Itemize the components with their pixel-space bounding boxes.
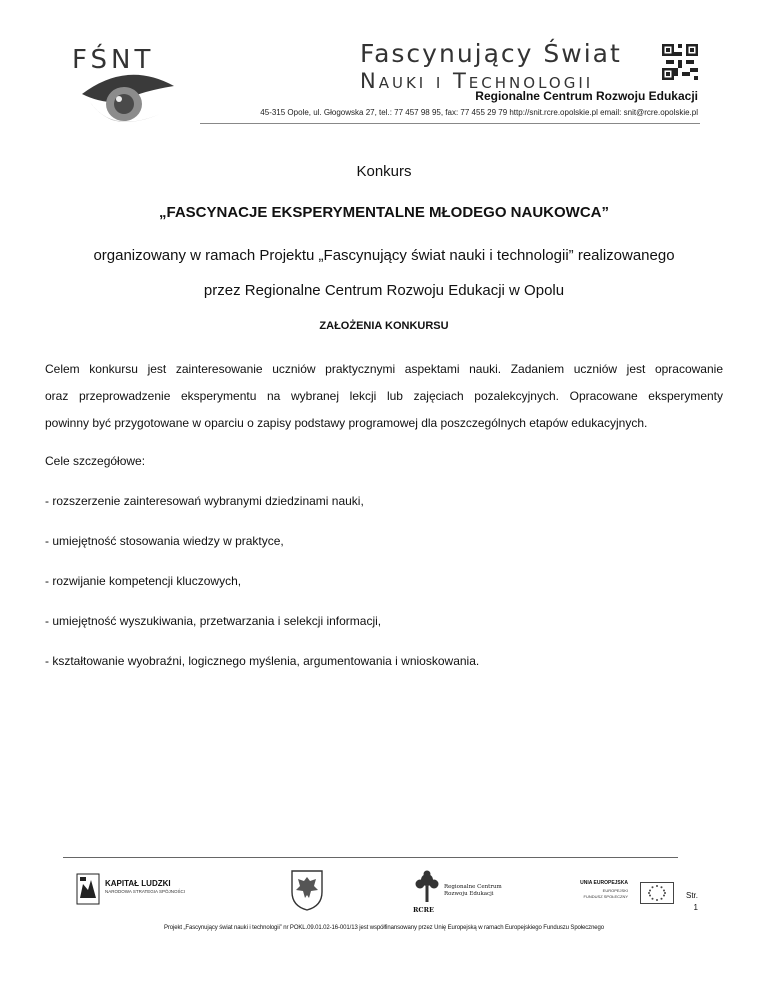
document-type: Konkurs <box>356 163 412 180</box>
goal-item: - umiejętność stosowania wiedzy w praktyce, <box>45 534 284 548</box>
organizer-line-1: organizowany w ramach Projektu „Fascynujący świat nauki i technologii” realizowanego <box>93 247 675 264</box>
qr-code-icon <box>662 44 698 80</box>
organization-address: 45-315 Opole, ul. Głogowska 27, tel.: 77 457 98 95, fax: 77 455 29 79 http://snit.rcre.opolskie.pl email: snit@rcre.opolskie.pl <box>260 108 698 117</box>
page-number-label: Str. <box>685 891 698 900</box>
project-title <box>360 40 650 94</box>
fsnt-logo <box>52 42 202 132</box>
intro-line: Celem konkursu jest zainteresowanie uczniów praktycznymi aspektami nauki. Zadaniem uczniów jest opracowanie <box>45 362 723 376</box>
eagle-coat-of-arms-icon <box>289 868 325 912</box>
intro-line: oraz przeprowadzenie eksperymentu na wybranej lekcji lub zajęciach pozalekcyjnych. Opracowane eksperymenty <box>45 389 723 403</box>
rcre-logo-line2: Rozwoju Edukacji <box>444 891 494 897</box>
rcre-logo <box>410 870 520 916</box>
goal-item: - rozszerzenie zainteresowań wybranymi dziedzinami nauki, <box>45 494 364 508</box>
header-divider <box>200 123 700 124</box>
organization-name: Regionalne Centrum Rozwoju Edukacji <box>475 89 698 103</box>
eu-logo-line1: UNIA EUROPEJSKA <box>580 880 628 886</box>
goals-label: Cele szczegółowe: <box>45 454 146 468</box>
kapital-ludzki-sub: NARODOWA STRATEGIA SPÓJNOŚCI <box>105 889 186 894</box>
funding-note: Projekt „Fascynujący świat nauki i technologii” nr POKL.09.01.02-16-001/13 jest współfinansowany przez Unię Europejską w ramach Europejskiego Funduszu Społecznego <box>163 925 605 931</box>
rcre-logo-abbr: RCRE <box>413 906 434 914</box>
kapital-ludzki-flag-icon <box>75 872 101 906</box>
tree-icon <box>412 870 442 904</box>
rcre-logo-line1: Regionalne Centrum <box>444 884 502 890</box>
project-title-line1: Fascynujący Świat <box>360 39 622 68</box>
fsnt-logo-text: FŚNT <box>72 45 155 75</box>
goal-item: - umiejętność wyszukiwania, przetwarzania i selekcji informacji, <box>45 614 382 628</box>
page-number-value: 1 <box>693 903 698 912</box>
eu-flag-icon <box>640 882 674 904</box>
goal-item: - rozwijanie kompetencji kluczowych, <box>45 574 242 588</box>
project-title-line2: Nauki i Technologii <box>360 69 594 93</box>
eu-logo <box>576 880 686 910</box>
section-heading: ZAŁOŻENIA KONKURSU <box>319 320 449 332</box>
goal-item: - kształtowanie wyobraźni, logicznego myślenia, argumentowania i wnioskowania. <box>45 654 480 668</box>
intro-paragraph <box>45 356 723 437</box>
kapital-ludzki-logo <box>75 872 195 908</box>
eu-logo-line3: FUNDUSZ SPOŁECZNY <box>583 894 628 899</box>
kapital-ludzki-name: KAPITAŁ LUDZKI <box>105 879 171 888</box>
contest-title: „FASCYNACJE EKSPERYMENTALNE MŁODEGO NAUKOWCA” <box>158 204 610 221</box>
page-number <box>672 890 698 914</box>
organizer-line-2: przez Regionalne Centrum Rozwoju Edukacji w Opolu <box>203 282 565 299</box>
intro-line: powinny być przygotowane w oparciu o zapisy podstawy programowej dla poszczególnych etapów edukacyjnych. <box>45 416 648 430</box>
eu-logo-line2: EUROPEJSKI <box>602 888 628 893</box>
footer-divider <box>63 857 678 858</box>
